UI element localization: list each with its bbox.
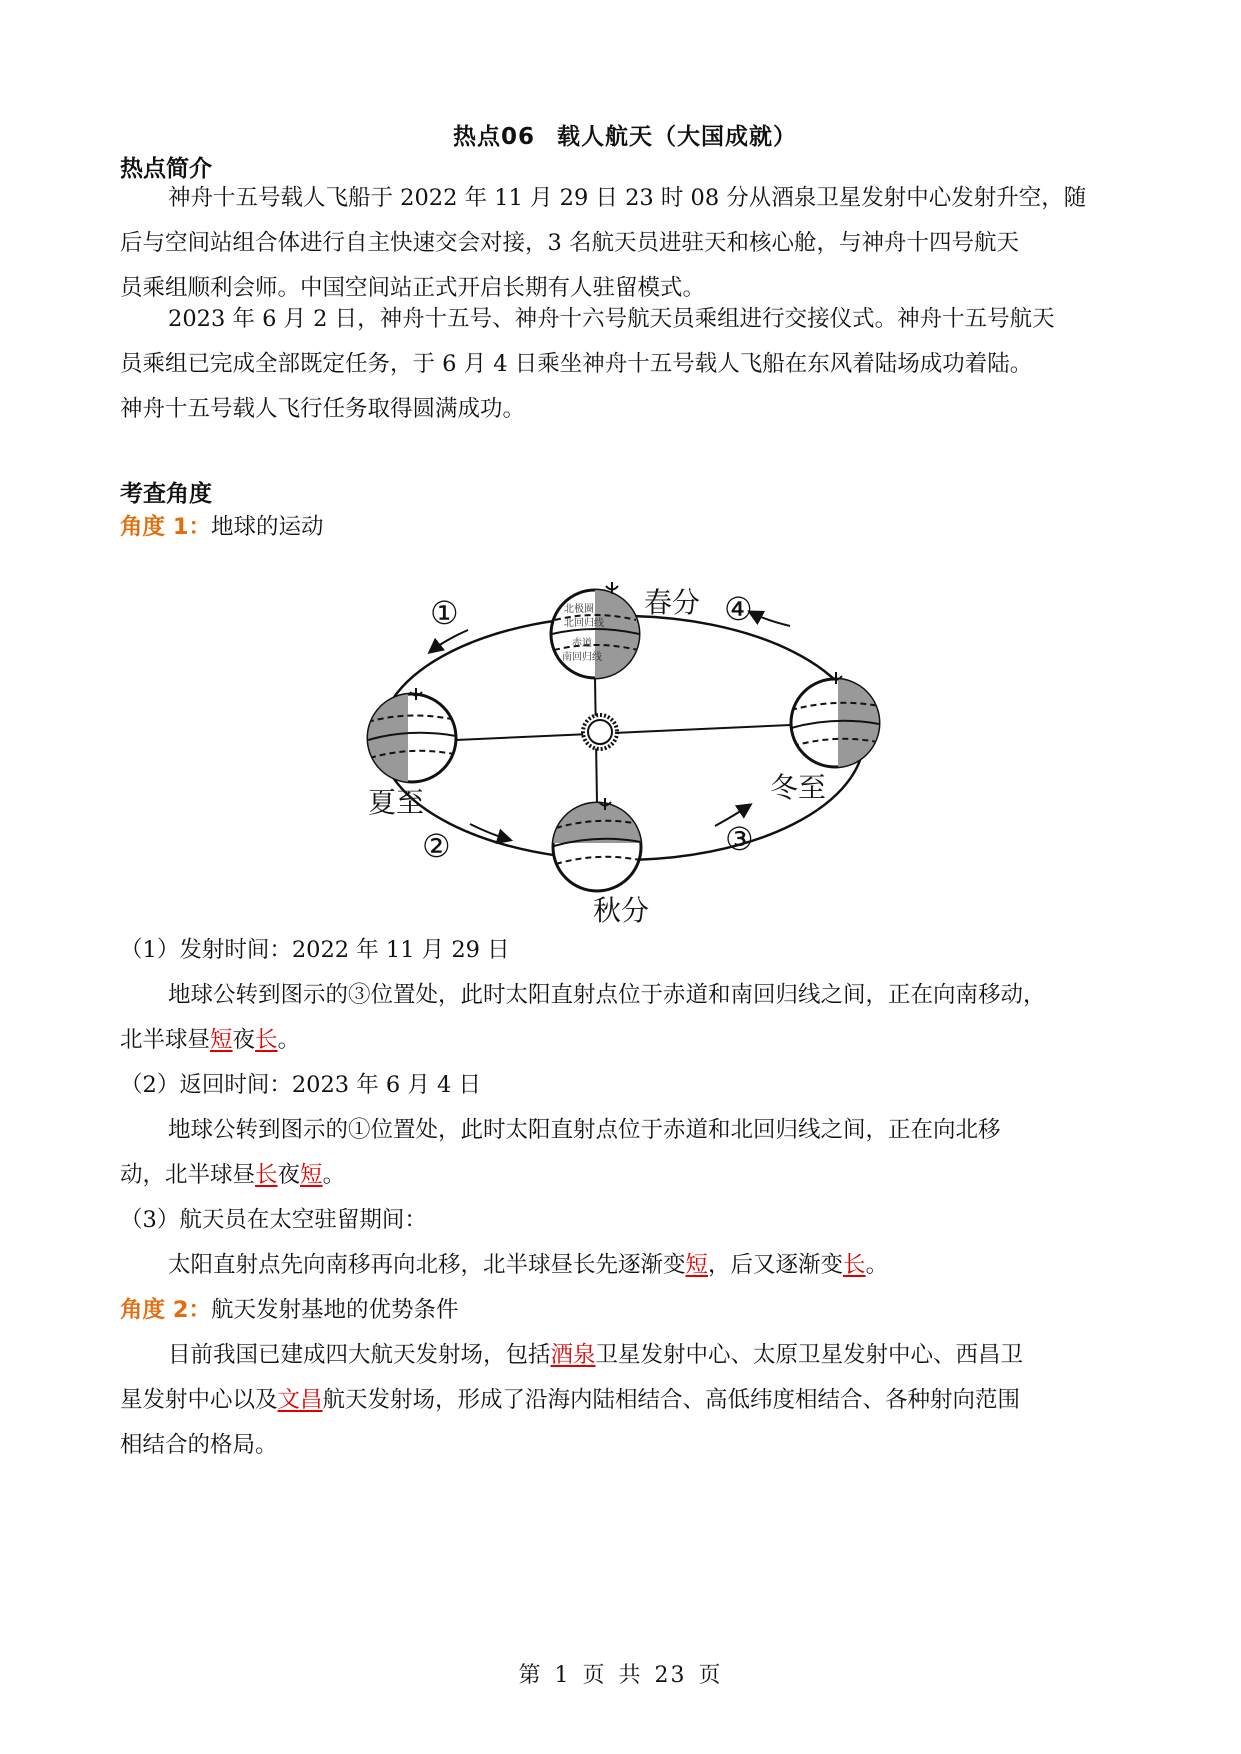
position-3: ③ [725, 820, 754, 858]
angle-1-label: 角度 1： [120, 514, 211, 540]
question-1 [120, 928, 1130, 1063]
text-line: 星发射中心以及文昌航天发射场，形成了沿海内陆相结合、高低纬度相结合、各种射向范围 [120, 1387, 1021, 1413]
label-autumn: 秋分 [593, 894, 650, 927]
angle-2-label: 角度 2： [120, 1297, 211, 1323]
label-winter: 冬至 [770, 771, 827, 804]
angle-2-heading [120, 1288, 1130, 1333]
answer-blank: 长 [255, 1162, 278, 1188]
page-total: 23 [654, 1663, 687, 1688]
lat-label: 南回归线 [562, 652, 602, 663]
label-summer: 夏至 [368, 786, 425, 819]
intro-paragraph-2 [120, 297, 1130, 432]
text-line: 地球公转到图示的③位置处，此时太阳直射点位于赤道和南回归线之间，正在向南移动， [168, 982, 1046, 1008]
sun-icon [583, 715, 617, 749]
globe-summer [368, 688, 456, 786]
angle-1-heading [120, 505, 1130, 550]
text-line: 太阳直射点先向南移再向北移，北半球昼长先逐渐变短，后又逐渐变长。 [168, 1252, 889, 1278]
label-spring: 春分 [644, 586, 701, 619]
question-2 [120, 1063, 1130, 1198]
lat-label: 北回归线 [564, 618, 604, 629]
text-line: 动，北半球昼长夜短。 [120, 1162, 346, 1188]
title-main: 载人航天（大国成就） [557, 124, 797, 150]
question-3 [120, 1198, 1130, 1288]
title-prefix: 热点06 [452, 124, 535, 150]
text-line: 神舟十五号载人飞行任务取得圆满成功。 [120, 396, 526, 422]
answer-blank: 短 [210, 1027, 233, 1053]
text-line: 神舟十五号载人飞船于 2022 年 11 月 29 日 23 时 08 分从酒泉卫星发射中心发射升空，随 [168, 185, 1087, 211]
text-line: 后与空间站组合体进行自主快速交会对接，3 名航天员进驻天和核心舱，与神舟十四号航天 [120, 230, 1019, 256]
answer-blank: 短 [685, 1252, 709, 1278]
text-line: 相结合的格局。 [120, 1432, 278, 1458]
q3-heading: （3）航天员在太空驻留期间： [120, 1207, 427, 1233]
globe-autumn [553, 798, 641, 891]
answer-blank: 酒泉 [550, 1342, 596, 1368]
lat-label: 北极圈 [564, 604, 594, 615]
text-line: 目前我国已建成四大航天发射场，包括酒泉卫星发射中心、太原卫星发射中心、西昌卫 [168, 1342, 1024, 1368]
globe-winter [791, 672, 883, 771]
lat-label: 赤道 [572, 638, 592, 649]
page-number: 1 [554, 1663, 571, 1688]
text-line: 地球公转到图示的①位置处，此时太阳直射点位于赤道和北回归线之间，正在向北移 [168, 1117, 1001, 1143]
angle-2-paragraph [120, 1333, 1130, 1468]
intro-paragraph-1 [120, 176, 1130, 311]
answer-blank: 短 [300, 1162, 323, 1188]
answer-blank: 长 [843, 1252, 866, 1278]
text-line: 员乘组顺利会师。中国空间站正式开启长期有人驻留模式。 [120, 275, 706, 301]
page-title [120, 118, 1130, 151]
text-line: 北半球昼短夜长。 [120, 1027, 301, 1053]
q2-heading: （2）返回时间：2023 年 6 月 4 日 [120, 1072, 481, 1098]
text-line: 2023 年 6 月 2 日，神舟十五号、神舟十六号航天员乘组进行交接仪式。神舟十五号航天 [168, 306, 1055, 332]
angle-1-text: 地球的运动 [211, 514, 324, 540]
exam-heading: 考查角度 [120, 481, 212, 507]
globe-spring [551, 582, 640, 680]
q1-heading: （1）发射时间：2022 年 11 月 29 日 [120, 937, 510, 963]
answer-blank: 长 [255, 1027, 278, 1053]
position-4: ④ [724, 590, 753, 628]
page-footer: 第 1 页 共 23 页 [518, 1663, 723, 1688]
angle-2-text: 航天发射基地的优势条件 [211, 1297, 459, 1323]
position-2: ② [422, 827, 451, 865]
text-line: 员乘组已完成全部既定任务，于 6 月 4 日乘坐神舟十五号载人飞船在东风着陆场成功着陆。 [120, 351, 1033, 377]
intro-heading: 热点简介 [120, 156, 212, 182]
earth-orbit-diagram [350, 560, 910, 930]
position-1: ① [430, 594, 459, 632]
answer-blank: 文昌 [277, 1387, 323, 1413]
